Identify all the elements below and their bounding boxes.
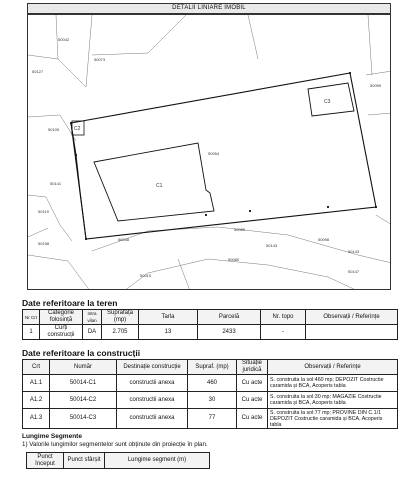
vertex [327,206,329,208]
neighbour-boundary [28,255,90,290]
neighbour-label: 50158 [38,241,50,246]
neighbour-boundary [28,228,48,237]
neighbour-label: 50141 [50,181,62,186]
building-label-c1: C1 [156,183,163,189]
teren-header-row [23,310,398,325]
cell: DA [83,325,102,340]
building-c1 [94,143,214,221]
neighbour-label: 50143 [266,243,278,248]
neighbour-label: 50147 [348,269,360,274]
neighbour-label: 56048 [118,237,130,242]
cell: A1.3 [23,409,50,429]
neighbour-label: 50080 [228,257,240,262]
building-c3 [308,83,354,116]
cell: S. construita la sol:30 mp; MAGAZIE Costructie caramida și BCA, Acoperis tabla [268,392,398,409]
cell: S. construita la sol:460 mp; DEPOZIT Costructie caramida și BCA, Acoperis tabla [268,375,398,392]
cell: 50014-C3 [50,409,117,429]
cadastral-plan [27,14,391,290]
vertex [349,72,351,74]
cell: A1.2 [23,392,50,409]
neighbour-label: 50073 [94,57,106,62]
vertex [205,214,207,216]
building-label-c2: C2 [74,126,81,132]
col-header: Situație juridică [237,360,268,375]
neighbour-label: 50098 [318,237,330,242]
teren-title: Date referitoare la teren [22,298,118,308]
vertex [75,154,77,156]
neighbour-boundary [124,259,358,290]
table-row [23,375,398,392]
vertex [375,206,377,208]
cell: constructii anexa [117,392,188,409]
constructii-header-row [23,360,398,375]
segmente-table [26,452,210,469]
table-row [23,392,398,409]
cell: A1.1 [23,375,50,392]
cell: Cu acte [237,392,268,409]
neighbour-boundary [368,113,391,115]
col-header: Număr [50,360,117,375]
neighbour-label: 50105 [48,127,60,132]
col-header: Parcelă [198,310,261,325]
col-header: Categorie folosință [40,310,83,325]
col-header: Supraf. (mp) [188,360,237,375]
cell: constructii anexa [117,409,188,429]
neighbour-boundary [376,215,391,225]
neighbour-boundary [368,15,372,75]
plan-header: DETALII LINIARE IMOBIL [27,3,391,14]
segmente-header-row [27,453,210,469]
cell: Cu acte [237,409,268,429]
col-header: Tarla [139,310,198,325]
cell: 460 [188,375,237,392]
neighbour-label: 50089 [234,227,246,232]
col-header: Destinație construcție [117,360,188,375]
cell: 2433 [198,325,261,340]
neighbour-label: 50010 [140,273,152,278]
cell: - [261,325,306,340]
col-header: Nr Crt [23,310,40,325]
col-header: Punct început [27,453,64,469]
col-header: Observații / Referințe [306,310,398,325]
neighbour-label: 50042 [58,37,70,42]
parcel-boundary [71,73,376,239]
neighbour-label: 50119 [38,209,49,214]
col-header: Intra vilan [83,310,102,325]
cell: 2.705 [102,325,139,340]
cell: 1 [23,325,40,340]
segmente-title: Lungime Segmente [22,433,82,440]
col-header: Lungime segment (m) [105,453,210,469]
vertex [85,238,87,240]
cell: Curți construcții [40,325,83,340]
cell: constructii anexa [117,375,188,392]
vertex [70,122,72,124]
neighbour-boundary [86,15,92,87]
cell: 50014-C1 [50,375,117,392]
col-header: Nr. topo [261,310,306,325]
constructii-title: Date referitoare la construcții [22,348,141,358]
cell: 13 [139,325,198,340]
neighbour-label: 50143 [348,249,360,254]
cell: S. construita la sol:77 mp; PROVINE DIN C.1/1 DEPOZIT Costructie caramida și BCA, Acoperis tabla [268,409,398,429]
parcel-boundary-left [71,123,86,239]
cell: Cu acte [237,375,268,392]
table-row [23,409,398,429]
col-header: Observații / Referințe [268,360,398,375]
table-row [23,325,398,340]
parcel-label: 50054 [208,151,220,156]
neighbour-boundary [92,227,391,263]
vertex [249,210,251,212]
segmente-note: 1) Valorile lungimilor segmentelor sunt obținute din proiecție în plan. [22,441,208,448]
cell: 50014-C2 [50,392,117,409]
col-header: Punct sfârșit [64,453,105,469]
cell: 77 [188,409,237,429]
col-header: Suprafața (mp) [102,310,139,325]
neighbour-boundary [92,15,186,55]
col-header: Crt [23,360,50,375]
constructii-table [22,359,398,429]
teren-table [22,309,398,340]
building-label-c3: C3 [324,99,331,105]
plan-drawing [28,15,391,290]
cell: 30 [188,392,237,409]
neighbour-boundary [366,71,391,75]
neighbour-label: 50127 [32,69,44,74]
cell [306,325,398,340]
neighbour-label: 50099 [370,83,382,88]
neighbour-boundary [248,15,258,59]
